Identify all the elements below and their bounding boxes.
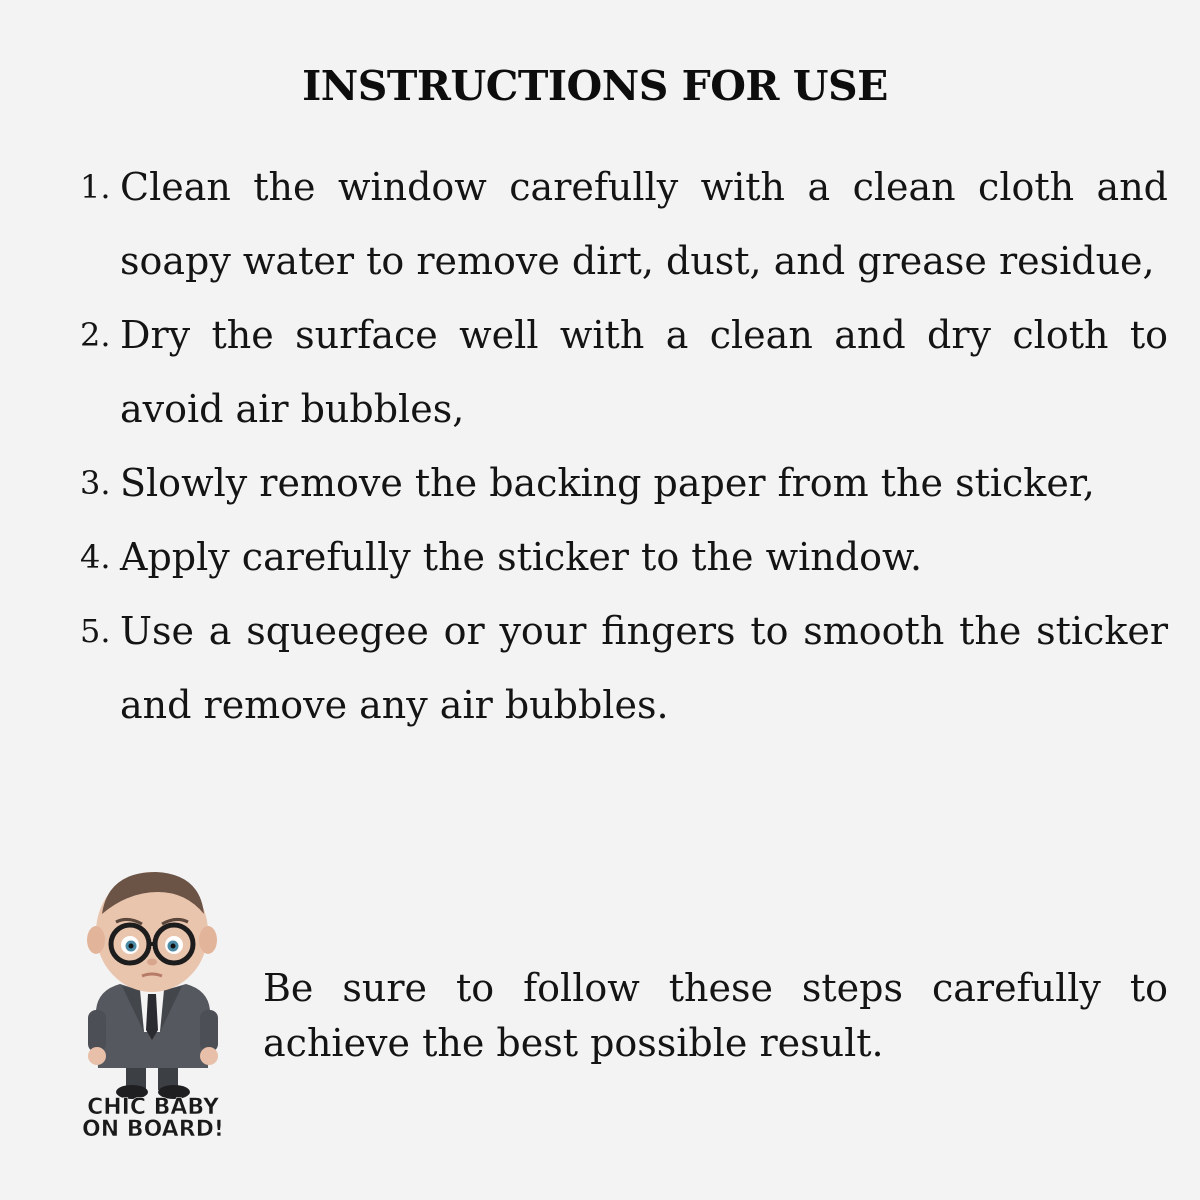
steps-list bbox=[80, 150, 1168, 742]
svg-text:CHIC BABY: CHIC BABY bbox=[87, 1095, 219, 1120]
step-item bbox=[80, 446, 1168, 520]
step-item bbox=[80, 520, 1168, 594]
step-number: 3. bbox=[80, 464, 111, 502]
step-text: Dry the surface well with a clean and dry cloth to avoid air bubbles, bbox=[120, 313, 1168, 431]
step-text: Use a squeegee or your fingers to smooth the sticker and remove any air bubbles. bbox=[120, 609, 1168, 727]
step-text: Slowly remove the backing paper from the sticker, bbox=[120, 461, 1095, 505]
step-number: 2. bbox=[80, 316, 111, 354]
step-item bbox=[80, 298, 1168, 446]
step-number: 5. bbox=[80, 612, 111, 650]
step-item bbox=[80, 594, 1168, 742]
step-text: Clean the window carefully with a clean cloth and soapy water to remove dirt, dust, and grease residue, bbox=[120, 165, 1168, 283]
step-number: 4. bbox=[80, 538, 111, 576]
svg-text:ON BOARD!: ON BOARD! bbox=[82, 1117, 224, 1142]
step-item bbox=[80, 150, 1168, 298]
step-number: 1. bbox=[80, 168, 111, 206]
baby-in-suit-mascot-icon bbox=[68, 862, 238, 1152]
closing-note: Be sure to follow these steps carefully to achieve the best possible result. bbox=[263, 966, 1168, 1065]
page-title: INSTRUCTIONS FOR USE bbox=[302, 62, 888, 110]
step-text: Apply carefully the sticker to the window. bbox=[120, 535, 923, 579]
